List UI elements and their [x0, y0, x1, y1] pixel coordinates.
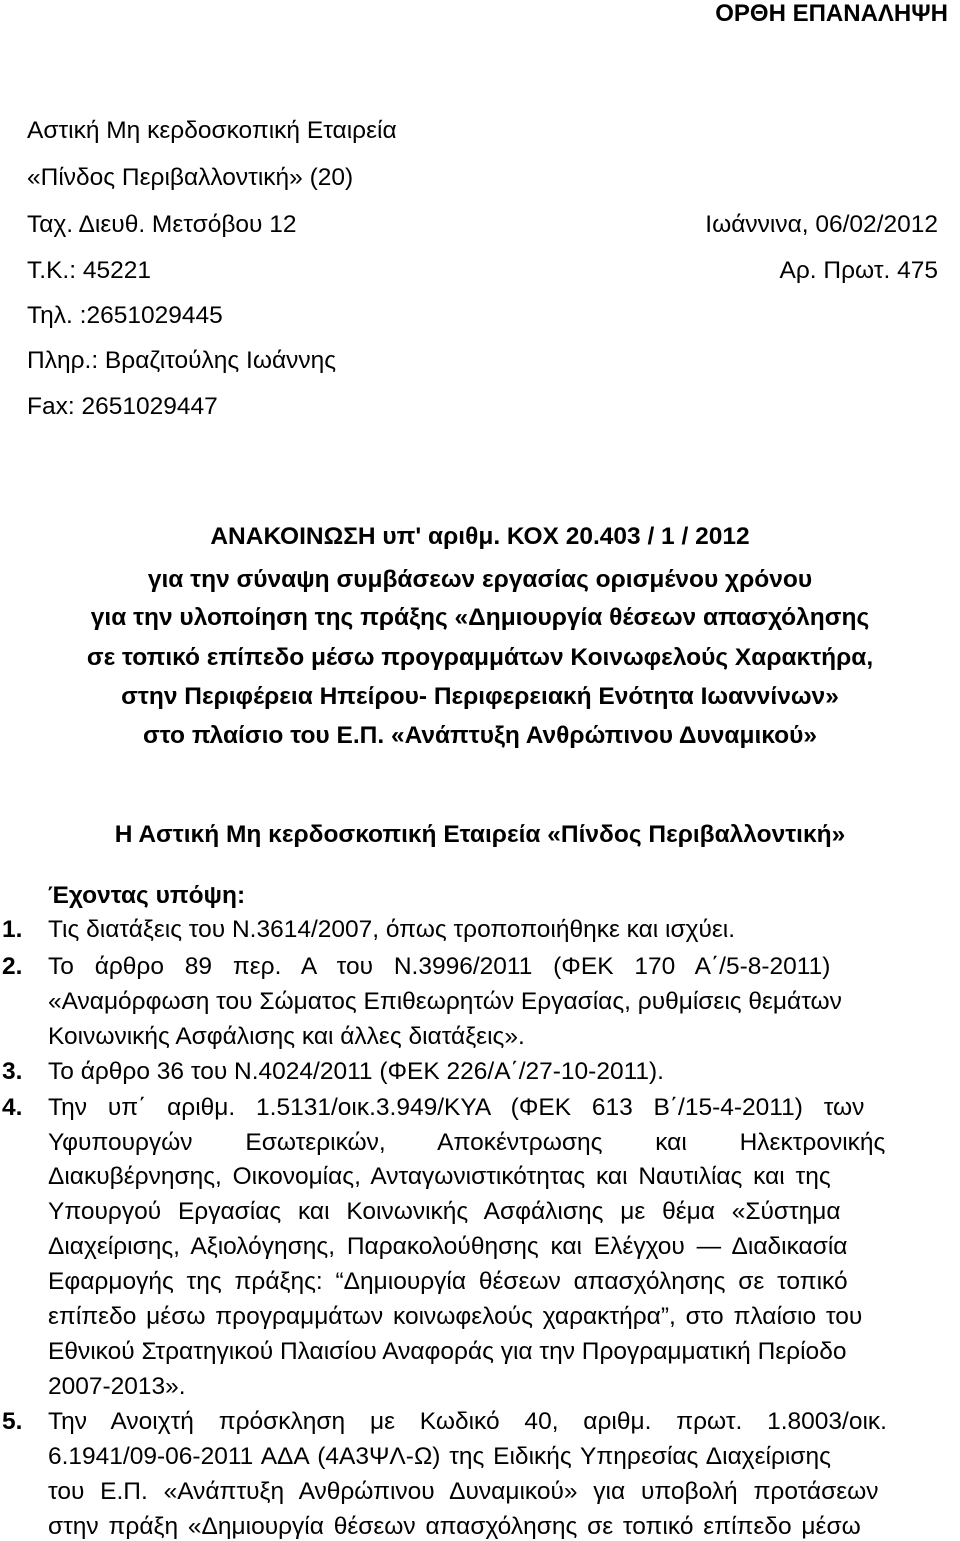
item-line: Το άρθρο 36 του Ν.4024/2011 (ΦΕΚ 226/Α΄/27-10-2011).: [48, 1058, 664, 1085]
item-number: 3.: [2, 1058, 23, 1085]
item-line: 6.1941/09-06-2011 ΑΔΑ (4Α3ΨΛ-Ω) της Ειδικής Υπηρεσίας Διαχείρισης: [48, 1443, 831, 1470]
item-line: 2007-2013».: [48, 1373, 186, 1400]
item-line: Εφαρμογής της πράξης: “Δημιουργία θέσεων απασχόλησης σε τοπικό: [48, 1268, 848, 1295]
title-line-3: για την υλοποίηση της πράξης «Δημιουργία θέσεων απασχόλησης: [90, 604, 870, 631]
item-line: Κοινωνικής Ασφάλισης και άλλες διατάξεις».: [48, 1023, 525, 1050]
sender-fax: Fax: 2651029447: [27, 393, 218, 420]
sender-phone: Τηλ. :2651029445: [27, 302, 223, 329]
title-line-1: ΑΝΑΚΟΙΝΩΣΗ υπ' αριθμ. ΚΟΧ 20.403 / 1 / 2012: [210, 523, 750, 550]
sender-address: Ταχ. Διευθ. Μετσόβου 12: [27, 211, 297, 238]
item-number: 2.: [2, 953, 23, 980]
title-line-5: στην Περιφέρεια Ηπείρου- Περιφερειακή Ενότητα Ιωαννίνων»: [121, 683, 839, 710]
item-line: Την υπ΄ αριθμ. 1.5131/οικ.3.949/ΚΥΑ (ΦΕΚ 613 Β΄/15-4-2011) των: [48, 1094, 865, 1121]
considering-heading: Έχοντας υπόψη:: [48, 882, 246, 909]
item-line: Εθνικού Στρατηγικού Πλαισίου Αναφοράς για την Προγραμματική Περίοδο: [48, 1338, 847, 1365]
organization-line: Η Αστική Μη κερδοσκοπική Εταιρεία «Πίνδος Περιβαλλοντική»: [114, 821, 846, 848]
title-line-2: για την σύναψη συμβάσεων εργασίας ορισμένου χρόνου: [147, 566, 813, 593]
item-line: Διακυβέρνησης, Οικονομίας, Ανταγωνιστικότητας και Ναυτιλίας και της: [48, 1163, 831, 1190]
title-line-4: σε τοπικό επίπεδο μέσω προγραμμάτων Κοινωφελούς Χαρακτήρα,: [86, 644, 874, 671]
sender-info: Πληρ.: Βραζιτούλης Ιωάννης: [27, 347, 337, 374]
item-line: Την Ανοιχτή πρόσκληση με Κωδικό 40, αριθμ. πρωτ. 1.8003/οικ.: [48, 1408, 887, 1435]
item-line: Υπουργού Εργασίας και Κοινωνικής Ασφάλισης με θέμα «Σύστημα: [48, 1198, 841, 1225]
correction-label: ΟΡΘΗ ΕΠΑΝΑΛΗΨΗ: [715, 0, 948, 27]
sender-line1: Αστική Μη κερδοσκοπική Εταιρεία: [27, 117, 397, 144]
item-line: Τις διατάξεις του Ν.3614/2007, όπως τροποποιήθηκε και ισχύει.: [48, 916, 736, 943]
place-date: Ιωάννινα, 06/02/2012: [705, 211, 938, 238]
item-number: 5.: [2, 1408, 23, 1435]
sender-postal: Τ.Κ.: 45221: [27, 257, 151, 284]
item-line: του Ε.Π. «Ανάπτυξη Ανθρώπινου Δυναμικού» για υποβολή προτάσεων: [48, 1478, 879, 1505]
title-line-6: στο πλαίσιο του Ε.Π. «Ανάπτυξη Ανθρώπινου Δυναμικού»: [143, 722, 817, 749]
sender-line2: «Πίνδος Περιβαλλοντική» (20): [27, 164, 354, 191]
item-line: «Αναμόρφωση του Σώματος Επιθεωρητών Εργασίας, ρυθμίσεις θεμάτων: [48, 988, 842, 1015]
item-line: Το άρθρο 89 περ. Α του Ν.3996/2011 (ΦΕΚ 170 Α΄/5-8-2011): [48, 953, 831, 980]
item-number: 1.: [2, 916, 23, 943]
item-line: στην πράξη «Δημιουργία θέσεων απασχόλησης σε τοπικό επίπεδο μέσω: [48, 1513, 861, 1540]
item-line: Διαχείρισης, Αξιολόγησης, Παρακολούθησης και Ελέγχου — Διαδικασία: [48, 1233, 848, 1260]
item-line: επίπεδο μέσω προγραμμάτων κοινωφελούς χαρακτήρα”, στο πλαίσιο του: [48, 1303, 863, 1330]
item-line: Υφυπουργών Εσωτερικών, Αποκέντρωσης και Ηλεκτρονικής: [48, 1129, 886, 1156]
protocol-number: Αρ. Πρωτ. 475: [779, 257, 938, 284]
item-number: 4.: [2, 1094, 23, 1121]
